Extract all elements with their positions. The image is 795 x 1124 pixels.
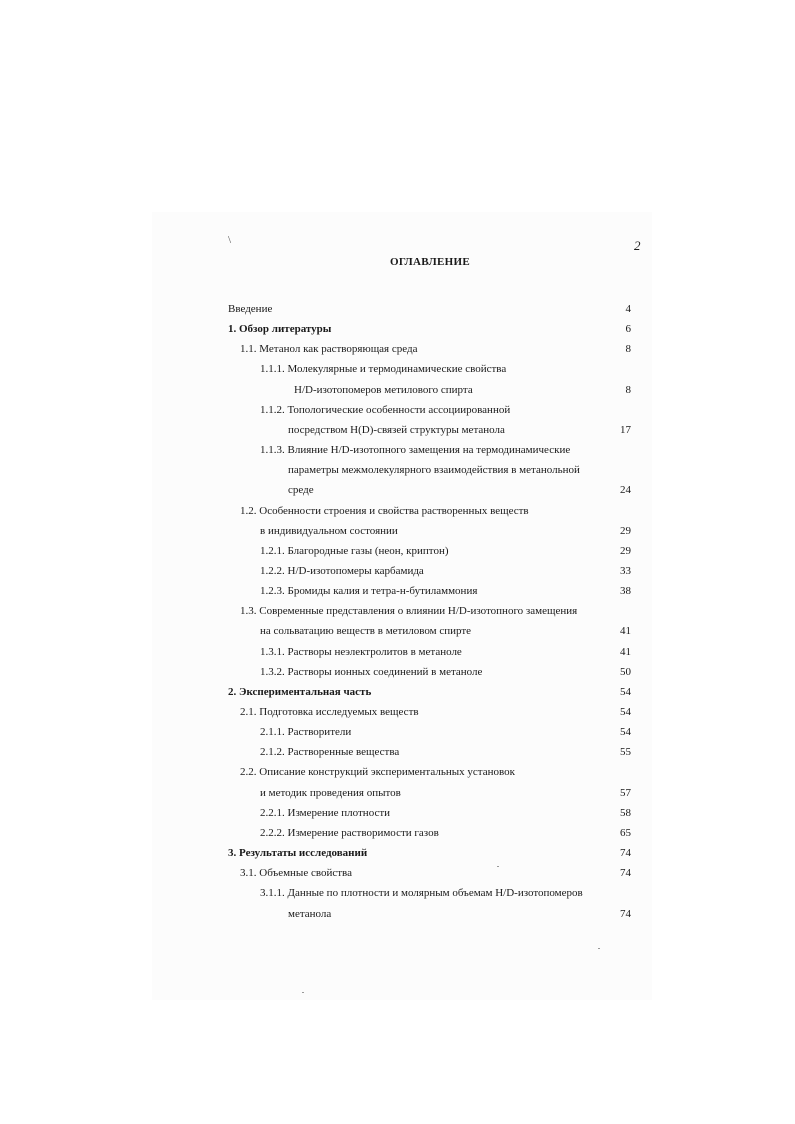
page-title: ОГЛАВЛЕНИЕ	[390, 256, 470, 268]
toc-entry-page: 54	[620, 706, 631, 718]
toc-entry-page: 74	[620, 907, 631, 920]
toc-entry-title: 2.2.1. Измерение плотности	[260, 806, 391, 819]
toc-entry	[0, 827, 795, 843]
toc-entry	[0, 706, 795, 722]
toc-entry	[0, 363, 795, 379]
toc-entry-title: среде	[288, 484, 314, 497]
toc-entry-title: 1.3. Современные представления о влиянии H/D-изотопного замещения	[240, 605, 578, 618]
toc-entry-title: 1.2.2. H/D-изотопомеры карбамида	[260, 564, 424, 577]
scan-speck	[598, 948, 600, 949]
toc-entry	[0, 605, 795, 621]
toc-entry-page: 24	[620, 484, 631, 497]
toc-entry-title: 1.2.1. Благородные газы (неон, криптон)	[260, 544, 449, 557]
toc-entry	[0, 625, 795, 641]
toc-entry-page: 65	[620, 826, 631, 839]
toc-entry-title: и методик проведения опытов	[260, 786, 401, 799]
toc-entry-page: 17	[620, 423, 631, 436]
toc-entry-page: 8	[625, 343, 631, 356]
toc-entry-page: 57	[620, 786, 631, 799]
page-number: 2	[634, 238, 641, 253]
toc-entry-page: 54	[620, 685, 631, 698]
toc-entry	[0, 847, 795, 863]
toc-entry	[0, 343, 795, 359]
toc-entry-title: посредством H(D)-связей структуры метанола	[288, 423, 505, 436]
toc-entry	[0, 908, 795, 924]
toc-entry	[0, 746, 795, 762]
toc-entry-title: 2.2.2. Измерение растворимости газов	[260, 826, 439, 839]
toc-entry-title: 1.1.2. Топологические особенности ассоциированной	[260, 403, 511, 416]
toc-entry-title: 1.3.1. Растворы неэлектролитов в метаноле	[260, 645, 462, 658]
toc-entry-title: на сольватацию веществ в метиловом спирте	[260, 625, 472, 638]
toc-entry-title: 2.1.2. Растворенные вещества	[260, 746, 400, 759]
scan-speck	[302, 992, 304, 993]
toc-entry	[0, 787, 795, 803]
toc-entry	[0, 545, 795, 561]
toc-entry	[0, 484, 795, 500]
toc-entry	[0, 807, 795, 823]
toc-entry-title: Введение	[228, 303, 273, 315]
toc-entry	[0, 303, 795, 319]
toc-entry-title: 2.1. Подготовка исследуемых веществ	[240, 706, 419, 718]
toc-entry-title: 1. Обзор литературы	[228, 323, 332, 336]
toc-entry-page: 41	[620, 645, 631, 658]
toc-entry-title: 3. Результаты исследований	[228, 847, 368, 860]
toc-entry	[0, 525, 795, 541]
toc-entry-title: в индивидуальном состоянии	[260, 524, 398, 537]
toc-entry	[0, 384, 795, 400]
toc-entry	[0, 887, 795, 903]
toc-entry-title: 1.1.3. Влияние H/D-изотопного замещения на термодинамические	[260, 444, 571, 457]
toc-entry-page: 29	[620, 524, 631, 537]
toc-entry-page: 74	[620, 867, 631, 880]
corner-mark: \	[228, 234, 232, 246]
toc-entry-page: 38	[620, 585, 631, 598]
toc-entry-page: 55	[620, 746, 631, 759]
toc-entry-page: 6	[625, 323, 631, 336]
toc-entry-page: 41	[620, 625, 631, 638]
toc-entry	[0, 323, 795, 339]
toc-entry-title: 3.1.1. Данные по плотности и молярным объемам H/D-изотопомеров	[260, 887, 583, 900]
toc-entry-page: 8	[625, 383, 631, 396]
scan-speck	[497, 866, 499, 867]
toc-entry	[0, 464, 795, 480]
toc-entry-page: 54	[620, 726, 631, 739]
toc-entry	[0, 686, 795, 702]
toc-entry	[0, 424, 795, 440]
toc-entry-title: 3.1. Объемные свойства	[240, 867, 352, 880]
toc-entry	[0, 766, 795, 782]
toc-entry-title: 1.1.1. Молекулярные и термодинамические свойства	[260, 363, 507, 376]
toc-entry	[0, 565, 795, 581]
toc-entry-page: 33	[620, 564, 631, 577]
toc-entry-page: 58	[620, 806, 631, 819]
toc-entry-title: H/D-изотопомеров метилового спирта	[294, 383, 473, 396]
toc-entry-title: 1.3.2. Растворы ионных соединений в метаноле	[260, 665, 483, 678]
toc-entry	[0, 666, 795, 682]
toc-entry-title: 1.2. Особенности строения и свойства растворенных веществ	[240, 504, 529, 517]
toc-entry-title: параметры межмолекулярного взаимодействия в метанольной	[288, 464, 580, 477]
toc-entry	[0, 646, 795, 662]
toc-entry-title: 1.2.3. Бромиды калия и тетра-н-бутиламмония	[260, 585, 478, 598]
toc-entry	[0, 505, 795, 521]
toc-entry	[0, 867, 795, 883]
toc-entry-title: 1.1. Метанол как растворяющая среда	[240, 343, 418, 356]
toc-entry-page: 50	[620, 665, 631, 678]
toc-entry-title: метанола	[288, 907, 332, 920]
toc-entry-title: 2. Экспериментальная часть	[228, 685, 372, 698]
toc-entry	[0, 444, 795, 460]
toc-entry-page: 4	[625, 303, 631, 315]
toc-entry-title: 2.1.1. Растворители	[260, 726, 352, 739]
toc-entry	[0, 404, 795, 420]
toc-entry-title: 2.2. Описание конструкций экспериментальных установок	[240, 766, 515, 779]
toc-entry	[0, 585, 795, 601]
toc-entry	[0, 726, 795, 742]
toc-entry-page: 29	[620, 544, 631, 557]
toc-entry-page: 74	[620, 847, 631, 860]
